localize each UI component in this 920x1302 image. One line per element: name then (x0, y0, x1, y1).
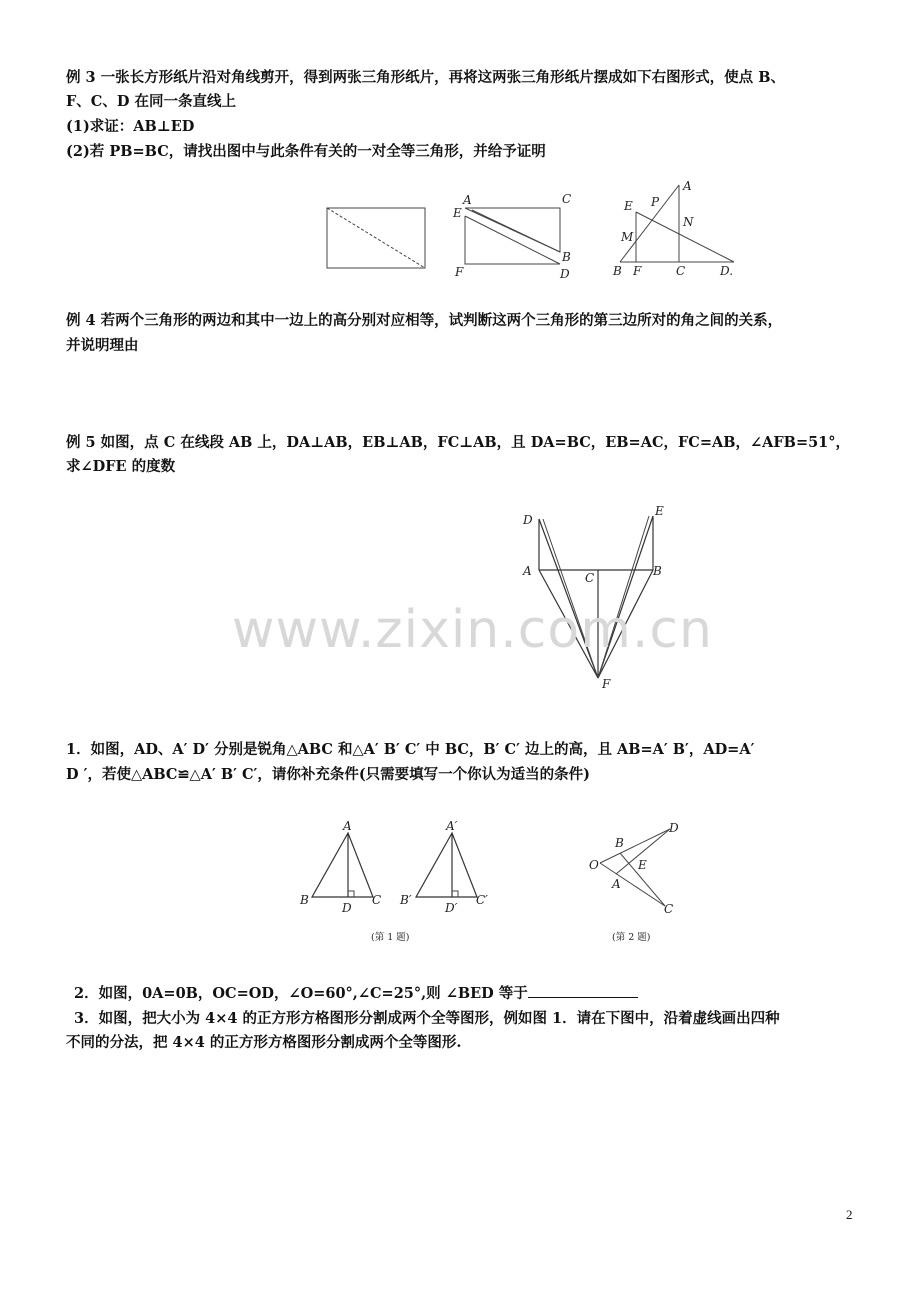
problem1-line2: D ′，若使△ABC≌△A′ B′ C′，请你补充条件(只需要填写一个你认为适当的条件) (66, 766, 591, 783)
ex3-line2: F、C、D 在同一条直线上 (66, 93, 236, 110)
fig3-mid-label-e: E (453, 206, 462, 220)
fig2-caption: (第 2 题) (612, 932, 651, 943)
fig1-label-d: D (342, 901, 352, 915)
fig3-right-label-m: M (621, 230, 634, 244)
fig2-label-b: B (615, 836, 624, 850)
fig3-right-label-f: F (633, 264, 642, 278)
fig5-label-f: F (602, 677, 611, 691)
fig1-label-c-prime: C′ (476, 893, 488, 907)
ex4-line1: 例 4 若两个三角形的两边和其中一边上的高分别对应相等，试判断这两个三角形的第三边所对的角之间的关系， (66, 312, 783, 329)
fig3-mid-label-b: B (562, 250, 571, 264)
fig1-label-b-prime: B′ (400, 893, 412, 907)
fig3-mid-label-d: D (560, 267, 570, 281)
fig2-label-c: C (664, 902, 674, 916)
fig1-label-c: C (372, 893, 382, 907)
page-number: 2 (846, 1207, 853, 1222)
fig3-right-label-p: P (651, 195, 660, 209)
fig5-label-b: B (653, 564, 662, 578)
fig3-right-label-d: D. (720, 264, 734, 278)
fig5-label-a: A (523, 564, 532, 578)
fig3-right-label-a: A (683, 179, 692, 193)
problem3-line2: 不同的分法，把 4×4 的正方形方格图形分割成两个全等图形. (66, 1034, 462, 1051)
fig3-mid-label-c: C (562, 192, 572, 206)
fig5-label-d: D (523, 513, 533, 527)
ex5-line2: 求∠DFE 的度数 (66, 458, 176, 475)
ex5-line1: 例 5 如图，点 C 在线段 AB 上，DA⊥AB，EB⊥AB，FC⊥AB，且 DA=BC，EB=AC，FC=AB，∠AFB=51°， (66, 434, 851, 451)
fig2-label-o: O (589, 858, 599, 872)
ex4-line2: 并说明理由 (66, 337, 139, 354)
fig1-label-a: A (343, 819, 352, 833)
problem1-line1: 1．如图，AD、A′ D′ 分别是锐角△ABC 和△A′ B′ C′ 中 BC，B′ C′ 边上的高，且 AB=A′ B′，AD=A′ (66, 741, 755, 758)
fig3-mid-label-a: A (463, 193, 472, 207)
ex3-question2: (2)若 PB=BC，请找出图中与此条件有关的一对全等三角形，并给予证明 (66, 143, 546, 160)
fig3-mid-label-f: F (455, 265, 464, 279)
fig3-right-label-b: B (613, 264, 622, 278)
ex3-question1: (1)求证：AB⊥ED (66, 118, 195, 135)
watermark: www.zixin.com.cn (232, 600, 713, 660)
fig1-caption: (第 1 题) (371, 932, 410, 943)
problem3-line1: 3．如图，把大小为 4×4 的正方形方格图形分割成两个全等图形，例如图 1．请在下图中，沿着虚线画出四种 (74, 1010, 780, 1027)
ex3-line1: 例 3 一张长方形纸片沿对角线剪开，得到两张三角形纸片，再将这两张三角形纸片摆成如下右图形式，使点 B、 (66, 69, 785, 86)
problem2 (74, 982, 870, 1006)
problem2-text: 2．如图，0A=0B，OC=OD，∠O=60°,∠C=25°,则 ∠BED 等于 (74, 985, 528, 1002)
fig2-label-a: A (612, 877, 621, 891)
fig1-label-b: B (300, 893, 309, 907)
fig5-label-c: C (585, 571, 595, 585)
fig1-label-d-prime: D′ (445, 901, 458, 915)
fig2-label-d: D (669, 821, 679, 835)
fig3-right-label-c: C (676, 264, 686, 278)
fig2-label-e: E (638, 858, 647, 872)
fig5-label-e: E (655, 504, 664, 518)
fig3-right-label-n: N (683, 215, 694, 229)
fig1-label-a-prime: A′ (446, 819, 458, 833)
fig3-right-label-e: E (624, 199, 633, 213)
answer-blank (528, 983, 638, 998)
